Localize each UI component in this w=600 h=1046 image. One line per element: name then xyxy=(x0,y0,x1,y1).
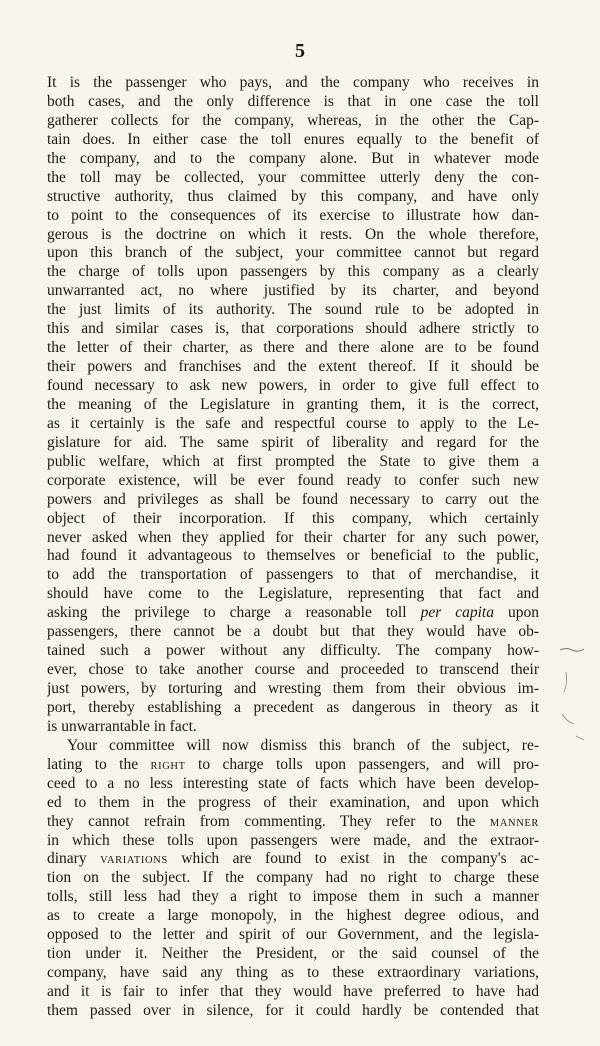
text-segment: asking the privilege to charge a reasonable toll xyxy=(47,604,407,622)
text-line: public welfare, which at first prompted the State to give them a xyxy=(47,452,539,470)
text-line: gerous is the doctrine on which it rests. On the whole therefore, xyxy=(47,225,539,243)
text-line: ever, chose to take another course and proceeded to transcend their xyxy=(47,661,539,679)
text-line: tain does. In either case the toll enures equally to the benefit of xyxy=(47,130,539,148)
text-line: Your committee will now dismiss this branch of the subject, re- xyxy=(67,736,539,754)
text-line: passengers, there cannot be a doubt but that they would have ob- xyxy=(47,623,539,641)
text-line: as it certainly is the safe and respectful course to apply to the Le- xyxy=(47,414,539,432)
text-segment: which are found to exist in the company's ac- xyxy=(181,850,539,868)
text-line: both cases, and the only difference is that in one case the toll xyxy=(47,92,539,110)
text-line: to add the transportation of passengers to that of merchandise, it xyxy=(47,566,539,584)
text-line: had found it advantageous to themselves or beneficial to the public, xyxy=(47,547,539,565)
small-caps-word: VARIATIONS xyxy=(100,855,168,867)
text-line: in which these tolls upon passengers were made, and the extraor- xyxy=(47,831,539,849)
text-line-small-caps xyxy=(47,850,539,869)
text-line: the charge of tolls upon passengers by this company as a clearly xyxy=(47,263,539,281)
text-line: the letter of their charter, as there and there alone are to be found xyxy=(47,339,539,357)
text-line: gislature for aid. The same spirit of liberality and regard for the xyxy=(47,433,539,451)
text-line: should have come to the Legislature, representing that fact and xyxy=(47,585,539,603)
text-line-italic xyxy=(47,604,539,623)
text-segment: to charge tolls upon passengers, and will pro- xyxy=(198,755,539,773)
body-text xyxy=(47,74,539,1021)
text-line: upon this branch of the subject, your committee cannot but regard xyxy=(47,244,539,262)
text-line: and it is fair to infer that they would have preferred to have had xyxy=(47,983,539,1000)
text-line: as to create a large monopoly, in the highest degree odious, and xyxy=(47,907,539,925)
text-line: structive authority, thus claimed by this company, and have only xyxy=(47,187,539,205)
text-line-small-caps xyxy=(47,756,539,775)
text-line: the toll may be collected, your committee utterly deny the con- xyxy=(47,168,539,186)
text-line-small-caps xyxy=(47,813,539,832)
text-line: gatherer collects for the company, whereas, in the other the Cap- xyxy=(47,111,539,129)
text-line: company, have said any thing as to these extraordinary variations, xyxy=(47,964,539,982)
text-line: never asked when they applied for their charter for any such power, xyxy=(47,528,539,546)
text-line: It is the passenger who pays, and the company who receives in xyxy=(47,74,539,91)
italic-phrase: per capita xyxy=(420,604,494,622)
paragraph-2 xyxy=(47,737,539,1021)
text-line: found necessary to ask new powers, in order to give full effect to xyxy=(47,377,539,394)
text-segment: lating to the xyxy=(47,755,139,773)
text-line: tion under it. Neither the President, or the said counsel of the xyxy=(47,945,539,963)
text-line: this and similar cases is, that corporations should adhere strictly to xyxy=(47,320,539,338)
text-line: the company, and to the company alone. But in whatever mode xyxy=(47,149,539,167)
text-line: tion on the subject. If the company had no right to charge these xyxy=(47,869,539,887)
text-line: unwarranted act, no where justified by its charter, and beyond xyxy=(47,282,539,300)
text-line: ceed to a no less interesting state of facts which have been develop- xyxy=(47,774,539,792)
text-line: to point to the consequences of its exercise to illustrate how dan- xyxy=(47,206,539,224)
text-line: corporate existence, will be ever found ready to confer such new xyxy=(47,471,539,489)
small-caps-word: MANNER xyxy=(489,817,539,829)
text-segment: they cannot refrain from commenting. They refer to the xyxy=(47,812,476,830)
page-number: 5 xyxy=(295,40,305,62)
paragraph-1 xyxy=(47,74,539,737)
text-line: them passed over in silence, for it could hardly be contended that xyxy=(47,1001,539,1019)
text-line: tained such a power without any difficulty. The company how- xyxy=(47,642,539,660)
text-line: opposed to the letter and spirit of our Government, and the legisla- xyxy=(47,926,539,944)
text-line: port, thereby establishing a precedent as dangerous in theory as it xyxy=(47,698,539,716)
text-line: powers and privileges as shall be found necessary to carry out the xyxy=(47,490,539,508)
margin-pencil-marks xyxy=(556,640,600,750)
text-segment: upon xyxy=(508,604,539,622)
text-line: tolls, still less had they a right to impose them in such a manner xyxy=(47,888,539,906)
text-line: the just limits of its authority. The sound rule to be adopted in xyxy=(47,301,539,319)
pencil-mark-icon xyxy=(556,640,600,750)
text-segment: dinary xyxy=(47,850,87,868)
text-line: ed to them in the progress of their examination, and upon which xyxy=(47,793,539,811)
text-line: just powers, by torturing and wresting them from their obvious im- xyxy=(47,680,539,697)
text-line: object of their incorporation. If this company, which certainly xyxy=(47,509,539,527)
text-line: the meaning of the Legislature in granting them, it is the correct, xyxy=(47,395,539,413)
text-line: their powers and franchises and the extent thereof. If it should be xyxy=(47,358,539,376)
text-line: is unwarrantable in fact. xyxy=(47,717,197,735)
small-caps-word: RIGHT xyxy=(150,760,186,772)
